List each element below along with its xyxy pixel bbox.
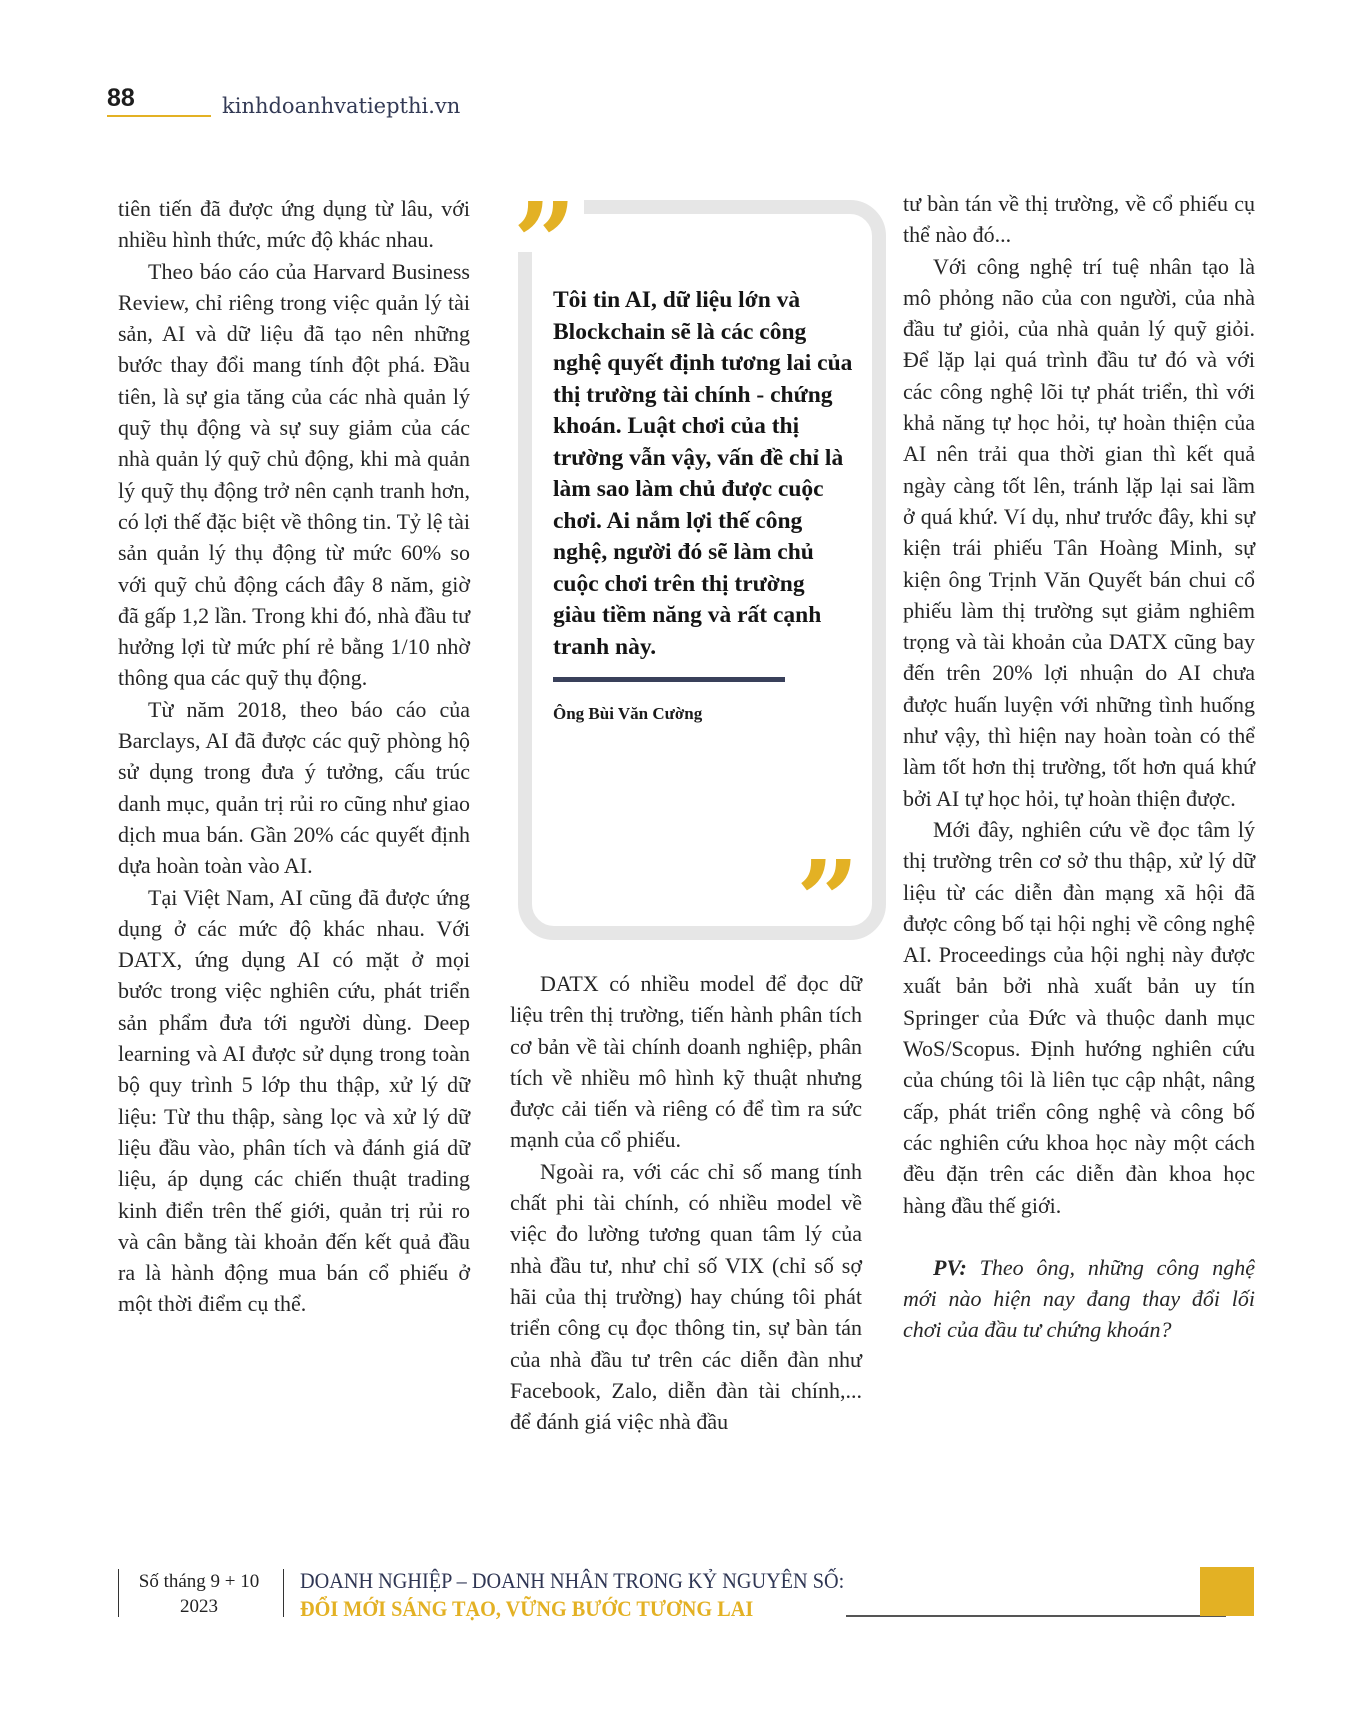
question-text: Theo ông, những công nghệ mới nào hiện nay đang thay đổi lối chơi của đầu tư chứng khoán? [903, 1254, 1256, 1343]
site-url: kinhdoanhvatiepthi.vn [222, 94, 461, 118]
issue-year: 2023 [180, 1596, 218, 1617]
issue-info [124, 1569, 274, 1619]
pull-quote [553, 285, 853, 724]
article-column-1 [118, 193, 470, 1320]
paragraph: tiên tiến đã được ứng dụng từ lâu, với nhiều hình thức, mức độ khác nhau. [118, 196, 470, 253]
open-quote-icon: ” [505, 180, 584, 252]
paragraph: Với công nghệ trí tuệ nhân tạo là mô phỏng não của con người, của nhà đầu tư giỏi, của nhà quản lý quỹ giỏi. Để lặp lại quá trình đầu tư đó và với các công nghệ lõi tự phát triển, thì với khả năng tự học hỏi, tự hoàn thiện của AI nên trải qua thời gian thì kết quả ngày càng tốt lên, tránh lặp lại sai lầm ở quá khứ. Ví dụ, như trước đây, khi sự kiện trái phiếu Tân Hoàng Minh, sự kiện ông Trịnh Văn Quyết bán chui cổ phiếu làm thị trường sụt giảm nghiêm trọng và tài khoản của DATX cũng bay đến trên 20% lợi nhuận do AI chưa được huấn luyện với những tình huống như vậy, thì hiện nay hoàn toàn có thể làm tốt hơn thị trường, tốt hơn quá khứ bởi AI tự học hỏi, tự hoàn thiện được. [903, 253, 1255, 811]
issue-month: Số tháng 9 + 10 [138, 1571, 260, 1592]
paragraph: Từ năm 2018, theo báo cáo của Barclays, AI đã được các quỹ phòng hộ sử dụng trong đưa ý tưởng, cấu trúc danh mục, quản trị rủi ro cũng như giao dịch mua bán. Gần 20% các quyết định dựa hoàn toàn vào AI. [118, 696, 470, 879]
footer-rule [846, 1615, 1226, 1617]
article-column-2 [510, 968, 862, 1437]
interview-question [903, 1252, 1255, 1346]
page-number: 88 [107, 84, 135, 112]
footer-subtitle: ĐỔI MỚI SÁNG TẠO, VỮNG BƯỚC TƯƠNG LAI [300, 1596, 754, 1621]
footer-divider [283, 1569, 284, 1617]
paragraph: Theo báo cáo của Harvard Business Review, chỉ riêng trong việc quản lý tài sản, AI và dữ liệu đã tạo nên những bước thay đổi mang tính đột phá. Đầu tiên, là sự gia tăng của các nhà quản lý quỹ thụ động và sự suy giảm của các nhà quản lý quỹ chủ động, khi mà quản lý quỹ thụ động trở nên cạnh tranh hơn, có lợi thế đặc biệt về thông tin. Tỷ lệ tài sản quản lý thụ động từ mức 60% so với quỹ chủ động cách đây 8 năm, giờ đã gấp 1,2 lần. Trong khi đó, nhà đầu tư hưởng lợi từ mức phí rẻ bằng 1/10 nhờ thông qua các quỹ thụ động. [118, 258, 470, 691]
article-column-3 [903, 188, 1255, 1346]
paragraph: Mới đây, nghiên cứu về đọc tâm lý thị trường trên cơ sở thu thập, xử lý dữ liệu từ các diễn đàn mạng xã hội đã được công bố tại hội nghị về công nghệ AI. Proceedings của hội nghị này được xuất bản bởi nhà xuất bản uy tín Springer của Đức và thuộc danh mục WoS/Scopus. Định hướng nghiên cứu của chúng tôi là liên tục cập nhật, nâng cấp, phát triển công nghệ và công bố các nghiên cứu khoa học này một cách đều đặn trên các diễn đàn khoa học hàng đầu thế giới. [903, 816, 1255, 1218]
paragraph: tư bàn tán về thị trường, về cổ phiếu cụ thể nào đó... [903, 191, 1255, 248]
footer-title: DOANH NGHIỆP – DOANH NHÂN TRONG KỶ NGUYÊN SỐ: [300, 1568, 845, 1593]
close-quote-icon: ” [790, 838, 865, 910]
page-number-underline [107, 115, 211, 117]
paragraph: Tại Việt Nam, AI cũng đã được ứng dụng ở các mức độ khác nhau. Với DATX, ứng dụng AI có mặt ở mọi bước trong việc nghiên cứu, phát triển sản phẩm đưa tới người dùng. Deep learning và AI được sử dụng trong toàn bộ quy trình 5 lớp thu thập, xử lý dữ liệu: Từ thu thập, sàng lọc và xử lý dữ liệu đầu vào, phân tích và đánh giá dữ liệu, áp dụng các chiến thuật trading kinh điển trên thế giới, quản trị rủi ro và cân bằng tài khoản đến kết quả đầu ra là hành động mua bán cổ phiếu ở một thời điểm cụ thể. [118, 884, 470, 1317]
question-label: PV: [933, 1254, 967, 1280]
pull-quote-text: Tôi tin AI, dữ liệu lớn và Blockchain sẽ là các công nghệ quyết định tương lai của thị trường tài chính - chứng khoán. Luật chơi của thị trường vẫn vậy, vấn đề chỉ là làm sao làm chủ được cuộc chơi. Ai nắm lợi thế công nghệ, người đó sẽ làm chủ cuộc chơi trên thị trường giàu tiềm năng và rất cạnh tranh này. [553, 287, 853, 660]
paragraph: Ngoài ra, với các chỉ số mang tính chất phi tài chính, có nhiều model về việc đo lường tương quan tâm lý của nhà đầu tư, như chỉ số VIX (chỉ số sợ hãi của thị trường) hay chúng tôi phát triển công cụ đọc thông tin, sự bàn tán của nhà đầu tư trên các diễn đàn như Facebook, Zalo, diễn đàn tài chính,... để đánh giá việc nhà đầu [510, 1158, 862, 1435]
quote-author: Ông Bùi Văn Cường [553, 704, 703, 723]
footer-accent-block [1200, 1567, 1254, 1616]
quote-divider [553, 677, 785, 682]
paragraph: DATX có nhiều model để đọc dữ liệu trên thị trường, tiến hành phân tích cơ bản về tài chính doanh nghiệp, phân tích về nhiều mô hình kỹ thuật nhưng được cải tiến và riêng có để tìm ra sức mạnh của cổ phiếu. [510, 971, 862, 1153]
footer-divider [118, 1569, 119, 1617]
